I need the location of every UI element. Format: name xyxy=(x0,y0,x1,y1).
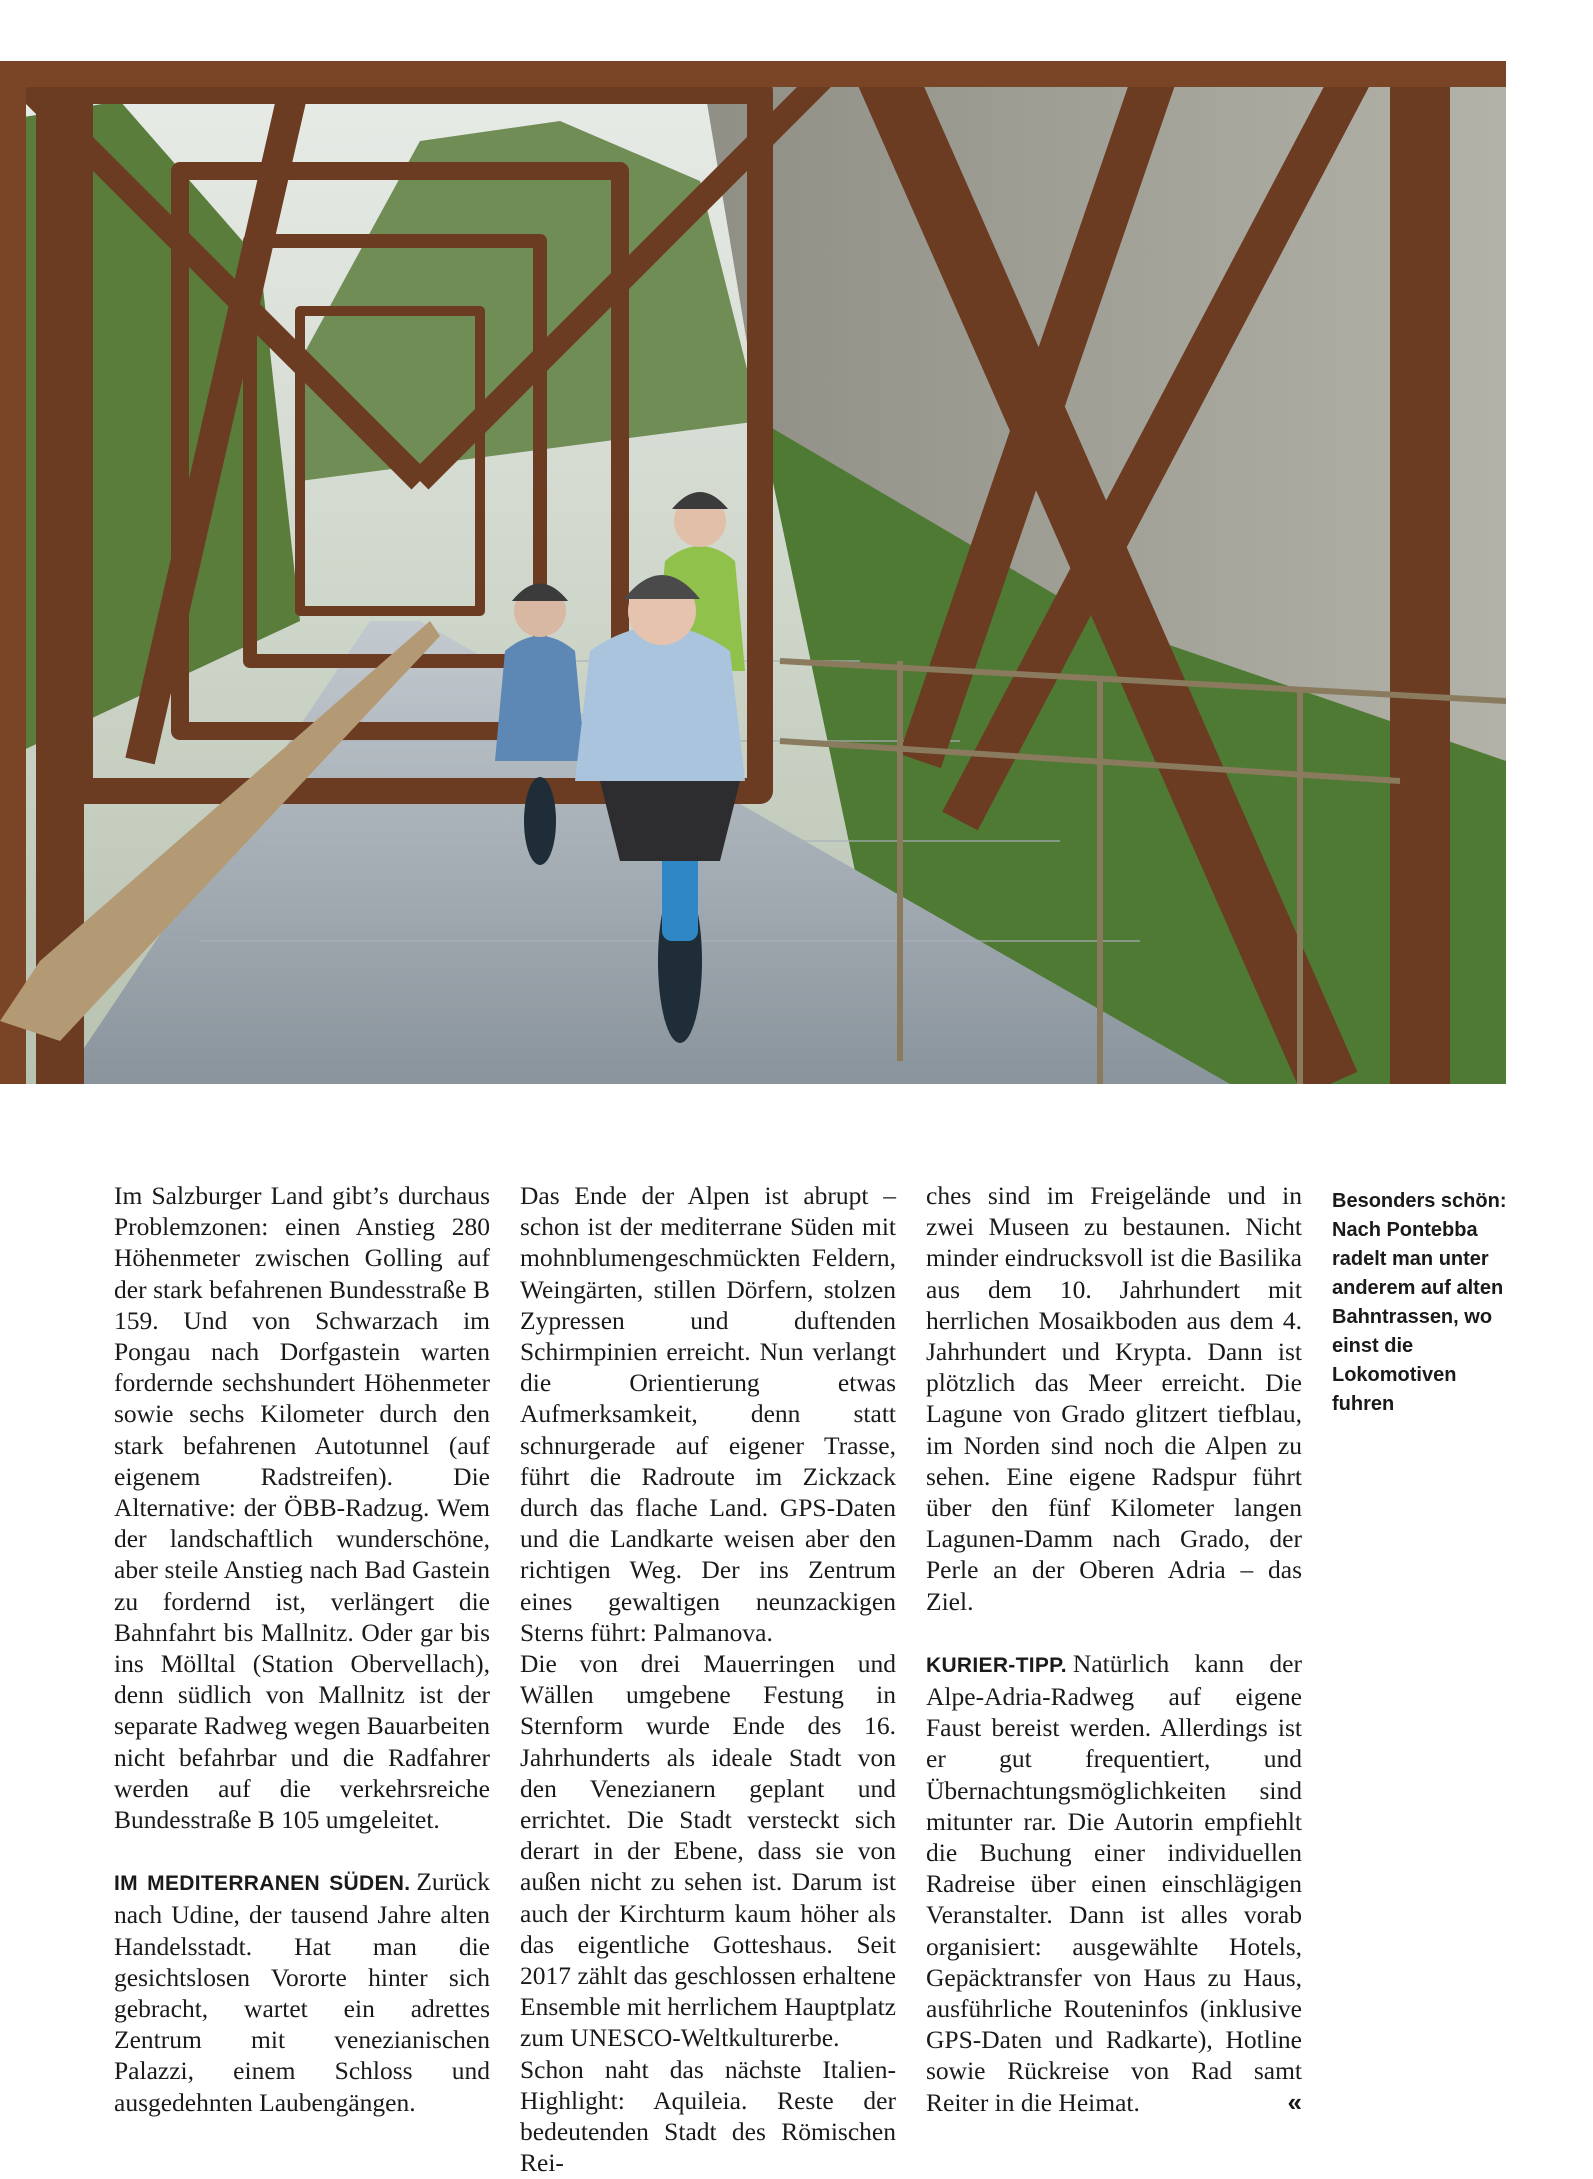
article-column-1 xyxy=(114,1180,490,2118)
paragraph: Das Ende der Alpen ist abrupt – schon ist der mediterrane Süden mit mohnblumengeschmückten Feldern, Weingärten, stillen Dörfern, stolzen Zypressen und duftenden Schirmpinien erreicht. Nun verlangt die Orientierung etwas Aufmerksamkeit, denn statt schnurgerade auf eigener Trasse, führt die Radroute im Zickzack durch das flache Land. GPS-Daten und die Landkarte weisen aber den richtigen Weg. Der ins Zentrum eines gewaltigen neunzackigen Sterns führt: Palmanova. xyxy=(520,1181,896,1647)
paragraph xyxy=(114,1866,490,2118)
article-column-3 xyxy=(926,1180,1302,2118)
photo-caption: Besonders schön: Nach Pontebba radelt man unter anderem auf alten Bahntrassen, wo einst die Lokomotiven fuhren xyxy=(1332,1190,1507,1415)
paragraph-text: Natürlich kann der Alpe-Adria-Radweg auf eigene Faust bereist werden. Allerdings ist er gut frequentiert, und Übernachtungsmöglichkeiten sind mitunter rar. Die Autorin empfiehlt die Buchung einer individuellen Radreise über einen einschlägigen Veranstalter. Dann ist alles vorab organisiert: ausgewählte Hotels, Gepäcktransfer von Haus zu Haus, ausführliche Routeninfos (inklusive GPS-Daten und Radkarte), Hotline sowie Rückreise von Rad samt Reiter in die Heimat. xyxy=(926,1648,1302,2117)
paragraph: ches sind im Freigelände und in zwei Museen zu bestaunen. Nicht minder eindrucksvoll ist die Basilika aus dem 10. Jahrhundert mit herrlichen Mosaikboden aus dem 4. Jahrhundert und Krypta. Dann ist plötzlich das Meer erreicht. Die Lagune von Grado glitzert tiefblau, im Norden sind noch die Alpen zu sehen. Eine eigene Radspur führt über den fünf Kilometer langen Lagunen-Damm nach Grado, der Perle an der Oberen Adria – das Ziel. xyxy=(926,1181,1302,1616)
cyclists-bridge-photo xyxy=(0,61,1506,1084)
paragraph: Die von drei Mauerringen und Wällen umgebene Festung in Sternform wurde Ende des 16. Jahrhunderts als ideale Stadt von den Venezianern geplant und errichtet. Die Stadt versteckt sich derart in der Ebene, dass sie von außen nicht zu sehen ist. Darum ist auch der Kirchturm kaum höher als das eigentliche Gotteshaus. Seit 2017 zählt das geschlossen erhaltene Ensemble mit herrlichem Hauptplatz zum UNESCO-Weltkulturerbe. xyxy=(520,1649,897,2053)
subheading: KURIER-TIPP. xyxy=(926,1653,1067,1677)
subheading: IM MEDITERRANEN SÜDEN. xyxy=(114,1872,411,1896)
paragraph: Im Salzburger Land gibt’s durchaus Problemzonen: einen Anstieg 280 Höhenmeter zwischen Golling auf der stark befahrenen Bundesstraße B 159. Und von Schwarzach im Pongau nach Dorfgastein warten fordernde sechshundert Höhenmeter sowie sechs Kilometer durch den stark befahrenen Autotunnel (auf eigenem Radstreifen). Die Alternative: der ÖBB-Radzug. Wem der landschaftlich wunderschöne, aber steile Anstieg nach Bad Gastein zu fordernd ist, verlängert die Bahnfahrt bis Mallnitz. Oder gar bis ins Mölltal (Station Obervellach), denn südlich von Mallnitz ist der separate Radweg wegen Bauarbeiten nicht befahrbar und die Radfahrer werden auf die verkehrsreiche Bundesstraße B 105 umgeleitet. xyxy=(114,1181,490,1835)
paragraph-text: Zurück nach Udine, der tausend Jahre alten Handelsstadt. Hat man die gesichtslosen Vororte hinter sich gebracht, wartet ein adrettes Zentrum mit venezianischen Palazzi, einem Schloss und ausgedehnten Laubengängen. xyxy=(114,1867,490,2117)
article-column-2 xyxy=(520,1180,896,2179)
paragraph xyxy=(926,1648,1302,2118)
bridge-photo-illustration xyxy=(0,61,1506,1084)
paragraph: Schon naht das nächste Italien-Highlight: Aquileia. Reste der bedeutenden Stadt des Römischen Rei- xyxy=(520,2054,896,2178)
end-mark: « xyxy=(1287,2086,1302,2117)
